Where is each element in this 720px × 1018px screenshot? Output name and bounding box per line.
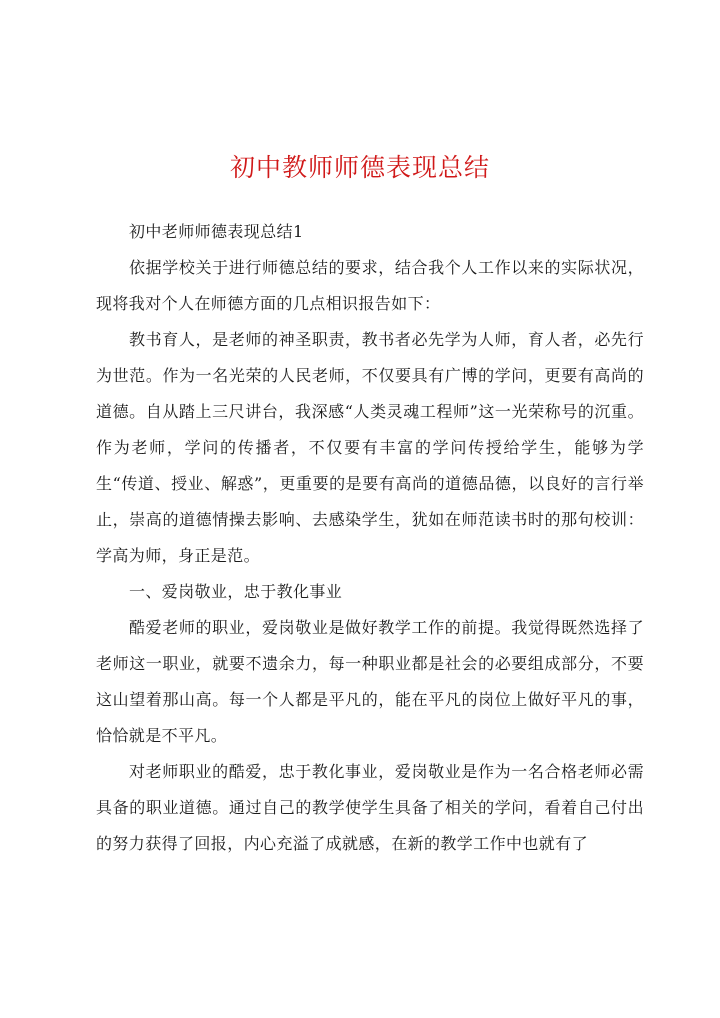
paragraph-professional-ethics: 对老师职业的酷爱，忠于教化事业，爱岗敬业是作为一名合格老师必需具备的职业道德。通过自己的教学使学生具备了相关的学问，看着自己付出的努力获得了回报，内心充溢了成就感，在新的教学工作中也就有了 [96,762,644,853]
paragraph-love-profession: 酷爱老师的职业，爱岗敬业是做好教学工作的前提。我觉得既然选择了老师这一职业，就要不遗余力，每一种职业都是社会的必要组成部分，不要这山望着那山高。每一个人都是平凡的，能在平凡的岗位上做好平凡的事，恰恰就是不平凡。 [96,618,644,745]
paragraph-subtitle: 初中老师师德表现总结1 [129,222,304,241]
document-title: 初中教师师德表现总结 [229,153,490,182]
paragraph-teaching-duty: 教书育人，是老师的神圣职责，教书者必先学为人师，育人者，必先行为世范。作为一名光荣的人民老师，不仅要具有广博的学问，更要有高尚的道德。自从踏上三尺讲台，我深感“人类灵魂工程师”这一光荣称号的沉重。作为老师，学问的传播者，不仅要有丰富的学问传授给学生，能够为学生“传道、授业、解惑”，更重要的是要有高尚的道德品德，以良好的言行举止，崇高的道德情操去影响、去感染学生，犹如在师范读书时的那句校训：学高为师，身正是范。 [96,330,644,565]
document-body [96,214,644,862]
paragraph-intro: 依据学校关于进行师德总结的要求，结合我个人工作以来的实际状况，现将我对个人在师德方面的几点相识报告如下： [96,258,644,313]
section-heading-dedication: 一、爱岗敬业，忠于教化事业 [129,582,343,601]
